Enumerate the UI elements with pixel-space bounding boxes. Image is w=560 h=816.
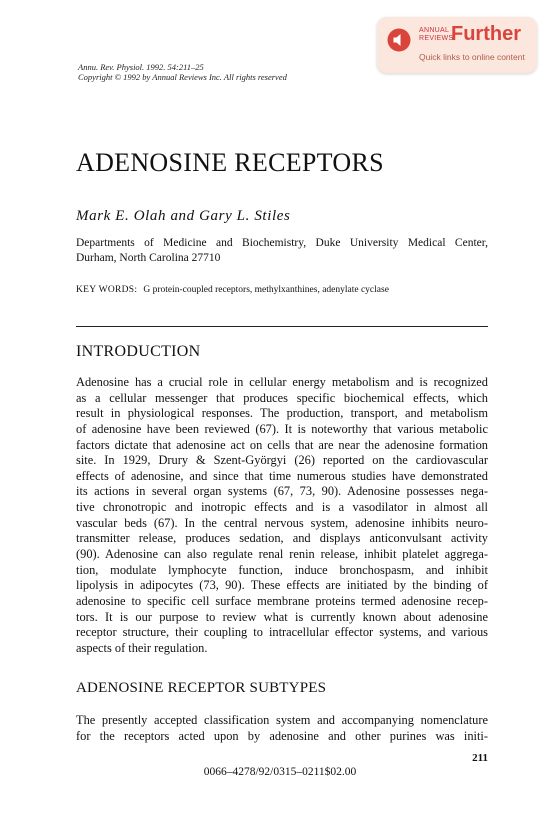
further-badge[interactable] bbox=[377, 17, 537, 73]
footer-code: 0066–4278/92/0315–0211$02.00 bbox=[203, 766, 357, 778]
text-line: tors. It is our purpose to review what is currently known about adenosine bbox=[76, 609, 488, 624]
keywords-value: G protein-coupled receptors, methylxanthines, adenylate cyclase bbox=[143, 285, 389, 295]
further-tagline: Quick links to online content bbox=[419, 52, 525, 62]
copyright: Copyright © 1992 by Annual Reviews Inc. All rights reserved bbox=[78, 72, 287, 82]
text-line: tive chronotropic and inotropic effects and is a vasodilator in almost all bbox=[76, 500, 488, 515]
keywords bbox=[76, 285, 389, 295]
speaker-circle-icon bbox=[387, 28, 411, 52]
citation-block bbox=[78, 62, 287, 82]
text-line: (90). Adenosine can also regulate renal renin release, inhibit platelet aggrega- bbox=[76, 547, 488, 562]
section-heading-introduction: INTRODUCTION bbox=[76, 343, 201, 360]
subtypes-body bbox=[76, 713, 488, 744]
text-line: its actions in several organ systems (67, 73, 90). Adenosine possesses nega- bbox=[76, 484, 488, 499]
affiliation-line: Durham, North Carolina 27710 bbox=[76, 252, 221, 264]
introduction-body bbox=[76, 375, 488, 657]
citation: Annu. Rev. Physiol. 1992. 54:211–25 bbox=[78, 62, 204, 72]
affiliation bbox=[76, 236, 488, 266]
text-line: of adenosine have been reviewed (67). It is noteworthy that various metabolic bbox=[76, 421, 488, 436]
text-line: Adenosine has a crucial role in cellular energy metabolism and is recognized bbox=[76, 375, 488, 389]
text-line: effects of adenosine, and since that time numerous studies have demonstrated bbox=[76, 468, 488, 483]
text-line: factors dictate that adenosine act on cells that are near the adenosine formation bbox=[76, 437, 488, 452]
authors: Mark E. Olah and Gary L. Stiles bbox=[76, 208, 291, 224]
text-line: adenosine to specific cell surface membrane proteins termed adenosine recep- bbox=[76, 593, 488, 608]
text-line: aspects of their regulation. bbox=[76, 640, 208, 655]
section-divider bbox=[76, 326, 488, 327]
page-number: 211 bbox=[472, 752, 488, 764]
section-heading-subtypes: ADENOSINE RECEPTOR SUBTYPES bbox=[76, 680, 327, 696]
text-line: receptor structure, their coupling to intracellular effector systems, and various bbox=[76, 625, 488, 640]
text-line: vascular beds (67). In the central nervous system, adenosine inhibits neuro- bbox=[76, 515, 488, 530]
text-line: lipolysis in adipocytes (73, 90). These effects are initiated by the binding of bbox=[76, 578, 488, 593]
text-line: site. In 1929, Drury & Szent-Györgyi (26) reported on the cardiovascular bbox=[76, 453, 488, 468]
article-title: ADENOSINE RECEPTORS bbox=[76, 148, 384, 177]
affiliation-line: Departments of Medicine and Biochemistry, Duke University Medical Center, bbox=[76, 237, 488, 249]
text-line: result in physiological responses. The production, transport, and metabolism bbox=[76, 406, 488, 421]
text-line: tion, modulate lymphocyte function, induce bronchospasm, and inhibit bbox=[76, 562, 488, 577]
text-line: transmitter release, produces sedation, and displays anticonvulsant activity bbox=[76, 531, 488, 546]
text-line: as a cellular messenger that produces specific biochemical effects, which bbox=[76, 390, 488, 405]
text-line: The presently accepted classification system and accompanying nomenclature bbox=[76, 713, 488, 727]
keywords-label: KEY WORDS: bbox=[76, 285, 138, 295]
text-line: for the receptors acted upon by adenosine and other purines was initi- bbox=[76, 728, 488, 743]
annual-reviews-logo-text: ANNUAL REVIEWS bbox=[419, 27, 454, 42]
further-label: Further bbox=[451, 23, 521, 45]
